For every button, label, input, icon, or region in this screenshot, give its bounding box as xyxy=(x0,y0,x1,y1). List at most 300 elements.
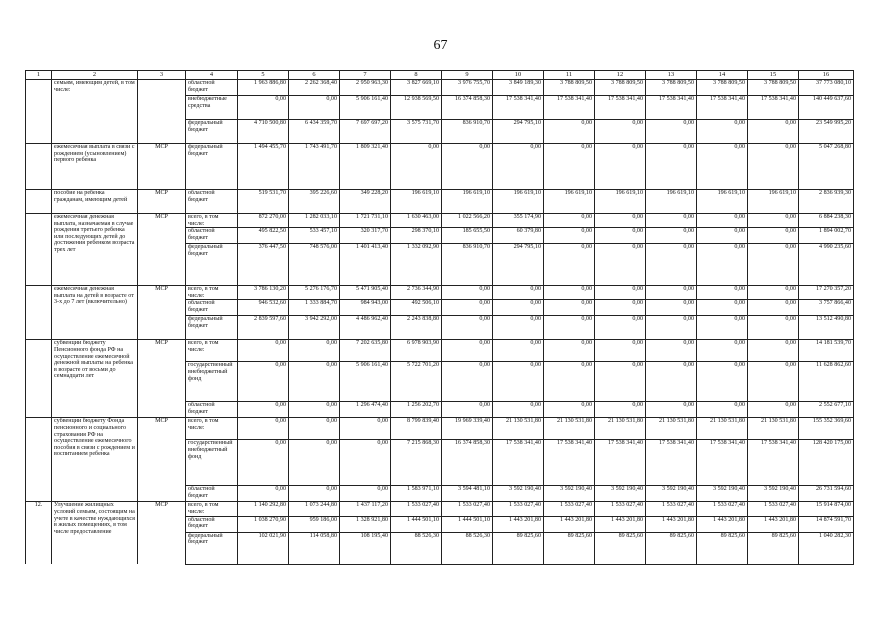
funding-source-cell: внебюджетные средства xyxy=(186,96,238,120)
year-value-cell: 0,00 xyxy=(493,402,544,418)
year-value-cell: 376 447,50 xyxy=(238,244,289,286)
funding-source-cell: всего, в том числе: xyxy=(186,418,238,440)
year-value-cell: 16 374 858,30 xyxy=(442,440,493,486)
year-value-cell: 5 471 905,40 xyxy=(340,286,391,300)
year-value-cell: 196 619,10 xyxy=(697,190,748,214)
year-value-cell: 495 822,50 xyxy=(238,228,289,244)
year-value-cell: 872 270,00 xyxy=(238,214,289,228)
year-value-cell: 3 942 292,00 xyxy=(289,316,340,340)
year-value-cell: 12 938 569,50 xyxy=(391,96,442,120)
total-value-cell: 17 270 357,20 xyxy=(799,286,854,300)
year-value-cell: 0,00 xyxy=(493,362,544,402)
year-value-cell: 1 743 491,70 xyxy=(289,144,340,190)
year-value-cell: 3 592 190,40 xyxy=(595,486,646,502)
total-value-cell: 2 836 939,30 xyxy=(799,190,854,214)
year-value-cell: 1 022 566,20 xyxy=(442,214,493,228)
year-value-cell: 0,00 xyxy=(442,300,493,316)
year-value-cell: 0,00 xyxy=(442,316,493,340)
funding-source-cell: областной бюджет xyxy=(186,300,238,316)
year-value-cell: 8 799 839,40 xyxy=(391,418,442,440)
year-value-cell: 3 592 190,40 xyxy=(493,486,544,502)
year-value-cell: 2 736 344,90 xyxy=(391,286,442,300)
year-value-cell: 3 849 189,30 xyxy=(493,80,544,96)
year-value-cell: 0,00 xyxy=(595,340,646,362)
year-value-cell: 349 228,20 xyxy=(340,190,391,214)
year-value-cell: 0,00 xyxy=(595,300,646,316)
year-value-cell: 3 592 190,40 xyxy=(646,486,697,502)
year-value-cell: 0,00 xyxy=(493,300,544,316)
column-header: 3 xyxy=(138,71,186,80)
year-value-cell: 88 526,30 xyxy=(442,532,493,564)
total-value-cell: 1 040 282,30 xyxy=(799,532,854,564)
year-value-cell: 0,00 xyxy=(748,300,799,316)
year-value-cell: 946 532,60 xyxy=(238,300,289,316)
year-value-cell: 17 538 341,40 xyxy=(697,96,748,120)
year-value-cell: 5 276 176,70 xyxy=(289,286,340,300)
year-value-cell: 0,00 xyxy=(697,402,748,418)
year-value-cell: 1 494 455,70 xyxy=(238,144,289,190)
executor-cell: МСР xyxy=(138,418,186,502)
total-value-cell: 13 512 490,80 xyxy=(799,316,854,340)
year-value-cell: 19 969 339,40 xyxy=(442,418,493,440)
year-value-cell: 0,00 xyxy=(238,96,289,120)
year-value-cell: 0,00 xyxy=(544,340,595,362)
year-value-cell: 0,00 xyxy=(748,144,799,190)
year-value-cell: 3 592 190,40 xyxy=(697,486,748,502)
year-value-cell: 959 186,00 xyxy=(289,516,340,532)
table-row xyxy=(26,286,854,300)
year-value-cell: 3 788 809,50 xyxy=(595,80,646,96)
year-value-cell: 0,00 xyxy=(595,214,646,228)
year-value-cell: 17 538 341,40 xyxy=(697,440,748,486)
year-value-cell: 1 073 244,80 xyxy=(289,502,340,516)
total-value-cell: 5 047 268,80 xyxy=(799,144,854,190)
year-value-cell: 89 825,60 xyxy=(544,532,595,564)
year-value-cell: 0,00 xyxy=(748,362,799,402)
row-number-cell: 12. xyxy=(26,502,52,564)
year-value-cell: 0,00 xyxy=(442,144,493,190)
year-value-cell: 3 788 809,50 xyxy=(748,80,799,96)
year-value-cell: 0,00 xyxy=(646,402,697,418)
total-value-cell: 14 874 591,70 xyxy=(799,516,854,532)
year-value-cell: 1 533 027,40 xyxy=(646,502,697,516)
year-value-cell: 0,00 xyxy=(595,244,646,286)
year-value-cell: 0,00 xyxy=(646,316,697,340)
year-value-cell: 0,00 xyxy=(442,340,493,362)
year-value-cell: 89 825,60 xyxy=(493,532,544,564)
year-value-cell: 0,00 xyxy=(748,286,799,300)
year-value-cell: 114 058,80 xyxy=(289,532,340,564)
year-value-cell: 0,00 xyxy=(595,144,646,190)
year-value-cell: 0,00 xyxy=(289,340,340,362)
executor-cell xyxy=(138,80,186,144)
column-header: 5 xyxy=(238,71,289,80)
year-value-cell: 0,00 xyxy=(544,286,595,300)
year-value-cell: 0,00 xyxy=(595,402,646,418)
funding-source-cell: государственный внебюджетный фонд xyxy=(186,440,238,486)
funding-source-cell: областной бюджет xyxy=(186,190,238,214)
year-value-cell: 0,00 xyxy=(238,486,289,502)
year-value-cell: 0,00 xyxy=(493,286,544,300)
year-value-cell: 294 795,10 xyxy=(493,120,544,144)
funding-source-cell: областной бюджет xyxy=(186,516,238,532)
executor-cell: МСР xyxy=(138,144,186,190)
funding-source-cell: областной бюджет xyxy=(186,486,238,502)
table-row xyxy=(26,340,854,362)
year-value-cell: 21 130 531,80 xyxy=(646,418,697,440)
year-value-cell: 0,00 xyxy=(697,300,748,316)
total-value-cell: 23 549 995,20 xyxy=(799,120,854,144)
year-value-cell: 1 443 201,80 xyxy=(595,516,646,532)
table-row xyxy=(26,214,854,228)
year-value-cell: 89 825,60 xyxy=(697,532,748,564)
year-value-cell: 89 825,60 xyxy=(646,532,697,564)
total-value-cell: 26 731 594,60 xyxy=(799,486,854,502)
total-value-cell: 128 420 175,00 xyxy=(799,440,854,486)
executor-cell: МСР xyxy=(138,190,186,214)
year-value-cell: 16 374 858,30 xyxy=(442,96,493,120)
year-value-cell: 196 619,10 xyxy=(391,190,442,214)
column-number-row xyxy=(26,71,854,80)
year-value-cell: 1 443 201,80 xyxy=(748,516,799,532)
year-value-cell: 0,00 xyxy=(595,120,646,144)
year-value-cell: 0,00 xyxy=(442,362,493,402)
year-value-cell: 0,00 xyxy=(697,214,748,228)
year-value-cell: 17 538 341,40 xyxy=(646,96,697,120)
year-value-cell: 6 434 359,70 xyxy=(289,120,340,144)
measure-name-cell: ежемесячная денежная выплата, назначаемая в случае рождения третьего ребенка или последующих детей до достижения ребенком возраста трех лет xyxy=(52,214,138,286)
column-header: 4 xyxy=(186,71,238,80)
column-header: 13 xyxy=(646,71,697,80)
year-value-cell: 1 721 731,10 xyxy=(340,214,391,228)
year-value-cell: 0,00 xyxy=(544,244,595,286)
year-value-cell: 1 533 027,40 xyxy=(595,502,646,516)
year-value-cell: 0,00 xyxy=(289,402,340,418)
measure-name-cell: пособие на ребенка гражданам, имеющим детей xyxy=(52,190,138,214)
funding-source-cell: федеральный бюджет xyxy=(186,120,238,144)
measure-name-cell: субвенции бюджету Фонда пенсионного и социального страхования РФ на осуществление ежемесячного пособия в связи с рождением и воспитанием ребенка xyxy=(52,418,138,502)
total-value-cell: 37 773 080,10 xyxy=(799,80,854,96)
year-value-cell: 3 592 190,40 xyxy=(544,486,595,502)
table-row xyxy=(26,80,854,96)
year-value-cell: 0,00 xyxy=(544,362,595,402)
year-value-cell: 298 370,10 xyxy=(391,228,442,244)
year-value-cell: 0,00 xyxy=(748,228,799,244)
year-value-cell: 395 226,60 xyxy=(289,190,340,214)
year-value-cell: 1 444 501,10 xyxy=(442,516,493,532)
funding-source-cell: всего, в том числе: xyxy=(186,340,238,362)
executor-cell: МСР xyxy=(138,286,186,340)
year-value-cell: 1 809 321,40 xyxy=(340,144,391,190)
year-value-cell: 0,00 xyxy=(646,362,697,402)
year-value-cell: 0,00 xyxy=(544,300,595,316)
total-value-cell: 15 914 874,00 xyxy=(799,502,854,516)
year-value-cell: 0,00 xyxy=(544,316,595,340)
column-header: 1 xyxy=(26,71,52,80)
executor-cell: МСР xyxy=(138,340,186,418)
year-value-cell: 2 839 597,60 xyxy=(238,316,289,340)
year-value-cell: 3 788 809,50 xyxy=(544,80,595,96)
year-value-cell: 0,00 xyxy=(238,440,289,486)
column-header: 9 xyxy=(442,71,493,80)
column-header: 2 xyxy=(52,71,138,80)
total-value-cell: 2 552 677,10 xyxy=(799,402,854,418)
year-value-cell: 17 538 341,40 xyxy=(493,96,544,120)
year-value-cell: 196 619,10 xyxy=(493,190,544,214)
year-value-cell: 4 710 500,80 xyxy=(238,120,289,144)
year-value-cell: 0,00 xyxy=(697,316,748,340)
year-value-cell: 21 130 531,80 xyxy=(595,418,646,440)
year-value-cell: 1 332 092,90 xyxy=(391,244,442,286)
funding-source-cell: всего, в том числе: xyxy=(186,502,238,516)
year-value-cell: 21 130 531,80 xyxy=(697,418,748,440)
year-value-cell: 1 328 921,80 xyxy=(340,516,391,532)
year-value-cell: 3 788 809,50 xyxy=(697,80,748,96)
funding-source-cell: федеральный бюджет xyxy=(186,316,238,340)
year-value-cell: 2 950 963,30 xyxy=(340,80,391,96)
year-value-cell: 3 594 481,10 xyxy=(442,486,493,502)
total-value-cell: 4 990 235,60 xyxy=(799,244,854,286)
page-number: 67 xyxy=(433,38,448,53)
year-value-cell: 89 825,60 xyxy=(748,532,799,564)
year-value-cell: 1 443 201,80 xyxy=(544,516,595,532)
column-header: 16 xyxy=(799,71,854,80)
table-row xyxy=(26,144,854,190)
total-value-cell: 155 352 369,60 xyxy=(799,418,854,440)
year-value-cell: 0,00 xyxy=(646,214,697,228)
year-value-cell: 0,00 xyxy=(289,362,340,402)
year-value-cell: 1 038 270,90 xyxy=(238,516,289,532)
year-value-cell: 7 215 868,30 xyxy=(391,440,442,486)
total-value-cell: 14 181 539,70 xyxy=(799,340,854,362)
row-number-cell xyxy=(26,80,52,144)
year-value-cell: 1 443 201,80 xyxy=(646,516,697,532)
year-value-cell: 1 443 201,80 xyxy=(697,516,748,532)
year-value-cell: 1 296 474,40 xyxy=(340,402,391,418)
year-value-cell: 17 538 341,40 xyxy=(748,440,799,486)
table-row xyxy=(26,190,854,214)
year-value-cell: 0,00 xyxy=(442,402,493,418)
year-value-cell: 0,00 xyxy=(493,316,544,340)
year-value-cell: 0,00 xyxy=(595,228,646,244)
executor-cell: МСР xyxy=(138,502,186,564)
year-value-cell: 0,00 xyxy=(697,120,748,144)
table-row xyxy=(26,502,854,516)
year-value-cell: 1 533 027,40 xyxy=(442,502,493,516)
column-header: 7 xyxy=(340,71,391,80)
year-value-cell: 7 697 697,20 xyxy=(340,120,391,144)
year-value-cell: 185 655,50 xyxy=(442,228,493,244)
year-value-cell: 3 592 190,40 xyxy=(748,486,799,502)
year-value-cell: 0,00 xyxy=(289,96,340,120)
year-value-cell: 748 576,00 xyxy=(289,244,340,286)
year-value-cell: 294 795,10 xyxy=(493,244,544,286)
row-number-cell xyxy=(26,340,52,418)
year-value-cell: 1 630 463,00 xyxy=(391,214,442,228)
year-value-cell: 320 317,70 xyxy=(340,228,391,244)
year-value-cell: 0,00 xyxy=(697,340,748,362)
year-value-cell: 519 531,70 xyxy=(238,190,289,214)
year-value-cell: 17 538 341,40 xyxy=(646,440,697,486)
year-value-cell: 0,00 xyxy=(646,300,697,316)
year-value-cell: 0,00 xyxy=(646,144,697,190)
year-value-cell: 1 533 027,40 xyxy=(748,502,799,516)
funding-source-cell: областной бюджет xyxy=(186,402,238,418)
total-value-cell: 3 757 866,40 xyxy=(799,300,854,316)
year-value-cell: 984 943,00 xyxy=(340,300,391,316)
year-value-cell: 0,00 xyxy=(697,244,748,286)
year-value-cell: 196 619,10 xyxy=(595,190,646,214)
year-value-cell: 0,00 xyxy=(238,402,289,418)
column-header: 8 xyxy=(391,71,442,80)
year-value-cell: 0,00 xyxy=(544,402,595,418)
column-header: 6 xyxy=(289,71,340,80)
year-value-cell: 3 788 809,50 xyxy=(646,80,697,96)
year-value-cell: 5 906 161,40 xyxy=(340,362,391,402)
year-value-cell: 21 130 531,80 xyxy=(748,418,799,440)
column-header: 10 xyxy=(493,71,544,80)
total-value-cell: 140 449 637,60 xyxy=(799,96,854,120)
column-header: 12 xyxy=(595,71,646,80)
year-value-cell: 0,00 xyxy=(697,362,748,402)
year-value-cell: 0,00 xyxy=(238,340,289,362)
column-header: 11 xyxy=(544,71,595,80)
row-number-cell xyxy=(26,190,52,214)
year-value-cell: 17 538 341,40 xyxy=(544,440,595,486)
measure-name-cell: ежемесячная денежная выплата на детей в возрасте от 3-х до 7 лет (включительно) xyxy=(52,286,138,340)
funding-source-cell: федеральный бюджет xyxy=(186,532,238,564)
year-value-cell: 3 827 669,10 xyxy=(391,80,442,96)
year-value-cell: 17 538 341,40 xyxy=(544,96,595,120)
year-value-cell: 0,00 xyxy=(493,144,544,190)
year-value-cell: 17 538 341,40 xyxy=(595,440,646,486)
year-value-cell: 0,00 xyxy=(646,244,697,286)
year-value-cell: 0,00 xyxy=(289,418,340,440)
year-value-cell: 7 202 635,80 xyxy=(340,340,391,362)
year-value-cell: 1 533 027,40 xyxy=(391,502,442,516)
year-value-cell: 196 619,10 xyxy=(442,190,493,214)
year-value-cell: 5 906 161,40 xyxy=(340,96,391,120)
year-value-cell: 0,00 xyxy=(391,144,442,190)
row-number-cell xyxy=(26,144,52,190)
measure-name-cell: Улучшение жилищных условий семьям, состоящим на учете в качестве нуждающихся в жилых помещениях, в том числе предоставление xyxy=(52,502,138,564)
year-value-cell: 1 401 413,40 xyxy=(340,244,391,286)
funding-source-cell: всего, в том числе: xyxy=(186,214,238,228)
year-value-cell: 108 195,40 xyxy=(340,532,391,564)
year-value-cell: 0,00 xyxy=(493,340,544,362)
year-value-cell: 1 282 033,10 xyxy=(289,214,340,228)
year-value-cell: 88 526,30 xyxy=(391,532,442,564)
year-value-cell: 4 486 962,40 xyxy=(340,316,391,340)
year-value-cell: 0,00 xyxy=(697,228,748,244)
year-value-cell: 2 262 368,40 xyxy=(289,80,340,96)
year-value-cell: 0,00 xyxy=(340,440,391,486)
year-value-cell: 0,00 xyxy=(544,228,595,244)
year-value-cell: 0,00 xyxy=(748,340,799,362)
year-value-cell: 0,00 xyxy=(697,286,748,300)
measure-name-cell: субвенции бюджету Пенсионного фонда РФ на осуществление ежемесячной денежной выплаты на ребенка в возрасте от восьми до семнадцати лет xyxy=(52,340,138,418)
budget-table xyxy=(25,70,854,565)
year-value-cell: 1 333 884,70 xyxy=(289,300,340,316)
measure-name-cell: семьям, имеющим детей, в том числе: xyxy=(52,80,138,144)
funding-source-cell: всего, в том числе: xyxy=(186,286,238,300)
column-header: 15 xyxy=(748,71,799,80)
year-value-cell: 0,00 xyxy=(748,316,799,340)
funding-source-cell: областной бюджет xyxy=(186,80,238,96)
year-value-cell: 0,00 xyxy=(544,120,595,144)
year-value-cell: 2 243 838,80 xyxy=(391,316,442,340)
year-value-cell: 0,00 xyxy=(289,486,340,502)
year-value-cell: 89 825,60 xyxy=(595,532,646,564)
year-value-cell: 0,00 xyxy=(595,362,646,402)
year-value-cell: 0,00 xyxy=(238,362,289,402)
year-value-cell: 0,00 xyxy=(748,402,799,418)
year-value-cell: 1 444 501,10 xyxy=(391,516,442,532)
year-value-cell: 0,00 xyxy=(748,244,799,286)
year-value-cell: 1 533 027,40 xyxy=(493,502,544,516)
year-value-cell: 0,00 xyxy=(238,418,289,440)
year-value-cell: 0,00 xyxy=(595,316,646,340)
year-value-cell: 21 130 531,80 xyxy=(544,418,595,440)
year-value-cell: 0,00 xyxy=(340,418,391,440)
year-value-cell: 836 910,70 xyxy=(442,120,493,144)
year-value-cell: 60 379,80 xyxy=(493,228,544,244)
row-number-cell xyxy=(26,214,52,286)
total-value-cell: 1 894 002,70 xyxy=(799,228,854,244)
year-value-cell: 3 976 755,70 xyxy=(442,80,493,96)
total-value-cell: 6 884 238,30 xyxy=(799,214,854,228)
year-value-cell: 196 619,10 xyxy=(544,190,595,214)
year-value-cell: 17 538 341,40 xyxy=(493,440,544,486)
year-value-cell: 17 538 341,40 xyxy=(595,96,646,120)
year-value-cell: 1 437 117,20 xyxy=(340,502,391,516)
year-value-cell: 0,00 xyxy=(697,144,748,190)
column-header: 14 xyxy=(697,71,748,80)
year-value-cell: 3 786 130,20 xyxy=(238,286,289,300)
year-value-cell: 1 963 886,80 xyxy=(238,80,289,96)
year-value-cell: 0,00 xyxy=(748,214,799,228)
year-value-cell: 5 722 701,20 xyxy=(391,362,442,402)
year-value-cell: 3 575 731,70 xyxy=(391,120,442,144)
year-value-cell: 533 457,10 xyxy=(289,228,340,244)
measure-name-cell: ежемесячная выплата в связи с рождением (усыновлением) первого ребенка xyxy=(52,144,138,190)
year-value-cell: 0,00 xyxy=(646,120,697,144)
year-value-cell: 0,00 xyxy=(748,120,799,144)
year-value-cell: 836 910,70 xyxy=(442,244,493,286)
year-value-cell: 196 619,10 xyxy=(646,190,697,214)
year-value-cell: 0,00 xyxy=(646,340,697,362)
year-value-cell: 1 583 971,10 xyxy=(391,486,442,502)
funding-source-cell: федеральный бюджет xyxy=(186,244,238,286)
year-value-cell: 102 021,90 xyxy=(238,532,289,564)
year-value-cell: 0,00 xyxy=(544,214,595,228)
year-value-cell: 1 443 201,80 xyxy=(493,516,544,532)
year-value-cell: 0,00 xyxy=(544,144,595,190)
year-value-cell: 6 978 903,90 xyxy=(391,340,442,362)
year-value-cell: 17 538 341,40 xyxy=(748,96,799,120)
year-value-cell: 0,00 xyxy=(289,440,340,486)
year-value-cell: 355 174,90 xyxy=(493,214,544,228)
year-value-cell: 196 619,10 xyxy=(748,190,799,214)
year-value-cell: 1 256 202,70 xyxy=(391,402,442,418)
table-row xyxy=(26,418,854,440)
year-value-cell: 492 506,10 xyxy=(391,300,442,316)
funding-source-cell: областной бюджет xyxy=(186,228,238,244)
year-value-cell: 0,00 xyxy=(646,286,697,300)
year-value-cell: 1 140 292,80 xyxy=(238,502,289,516)
total-value-cell: 11 628 862,60 xyxy=(799,362,854,402)
year-value-cell: 21 130 531,80 xyxy=(493,418,544,440)
